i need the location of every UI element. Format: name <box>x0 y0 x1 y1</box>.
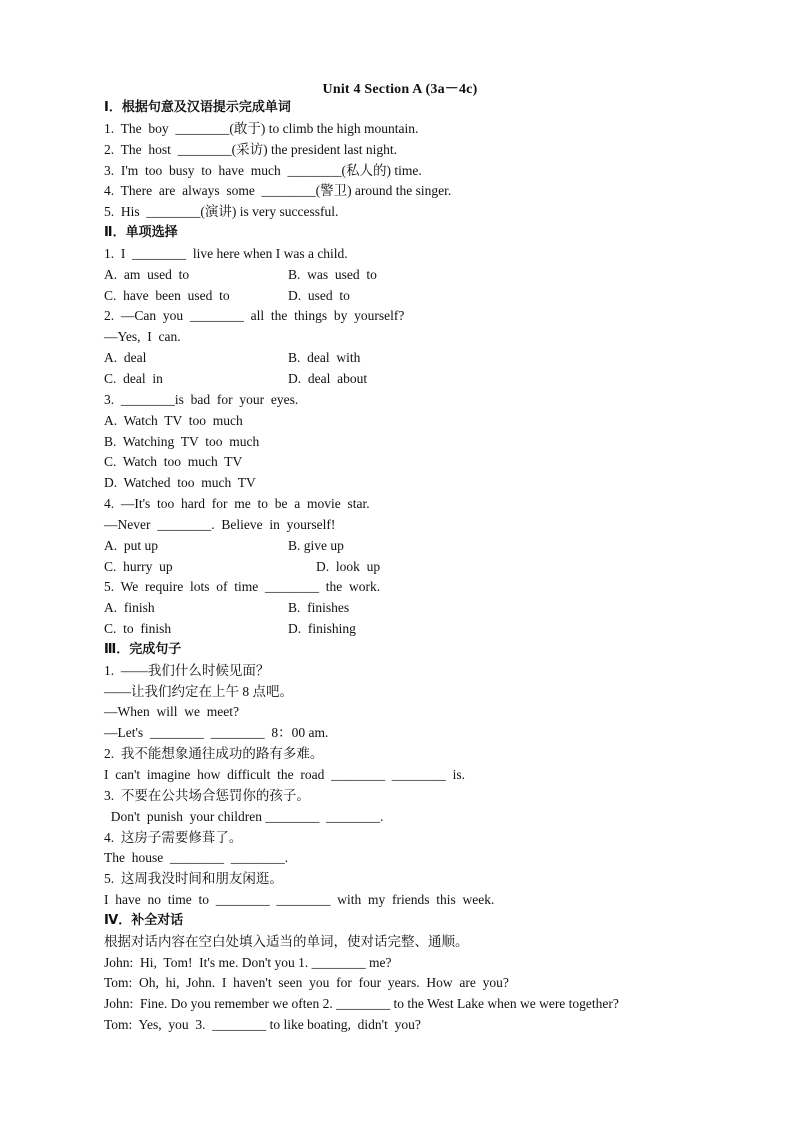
page-title: Unit 4 Section A (3a－4c) <box>322 82 478 97</box>
q4-stem: 4. —It's too hard for me to be a movie star. <box>104 496 370 512</box>
q4-reply: —Never ________. Believe in yourself! <box>104 516 336 532</box>
q5-options-cd <box>104 619 704 640</box>
q3-option-d: D. Watched too much TV <box>104 475 256 491</box>
s3-line-4: —Let's ________ ________ 8：00 am. <box>104 725 329 741</box>
s3-line-10: The house ________ ________. <box>104 850 289 866</box>
q3-option-a: A. Watch TV too much <box>104 412 243 428</box>
s1-item-4: 4. There are always some ________(警卫) around the singer. <box>104 183 452 199</box>
q5-option-d: D. finishing <box>288 621 356 637</box>
q1-option-c: C. have been used to <box>104 287 230 303</box>
s3-line-2: ——让我们约定在上午 8 点吧。 <box>104 683 293 699</box>
q1-option-a: A. am used to <box>104 266 190 282</box>
s1-item-1: 1. The boy ________(敢于) to climb the high mountain. <box>104 120 419 136</box>
section-3-heading: Ⅲ．完成句子 <box>104 641 182 657</box>
s4-dialogue-line-1: John: Hi, Tom! It's me. Don't you 1. ________ me? <box>104 954 392 970</box>
q2-option-a: A. deal <box>104 350 147 366</box>
s3-line-12: I have no time to ________ ________ with my friends this week. <box>104 892 495 908</box>
q2-reply: —Yes, I can. <box>104 329 181 345</box>
q1-stem: 1. I ________ live here when I was a child. <box>104 245 348 261</box>
q4-option-c: C. hurry up <box>104 558 173 574</box>
q1-option-b: B. was used to <box>288 266 377 282</box>
s1-item-2: 2. The host ________(采访) the president last night. <box>104 141 397 157</box>
s4-dialogue-line-2: Tom: Oh, hi, John. I haven't seen you for four years. How are you? <box>104 975 509 991</box>
s1-item-3: 3. I'm too busy to have much ________(私人的) time. <box>104 162 422 178</box>
q4-option-d: D. look up <box>316 558 381 574</box>
s1-item-5: 5. His ________(演讲) is very successful. <box>104 204 339 220</box>
s3-line-6: I can't imagine how difficult the road ________ ________ is. <box>104 767 465 782</box>
s3-line-3: —When will we meet? <box>104 704 239 720</box>
q1-options-ab <box>104 265 704 286</box>
q4-options-cd <box>104 557 704 578</box>
s3-line-9: 4. 这房子需要修葺了。 <box>104 829 243 845</box>
q3-option-b: B. Watching TV too much <box>104 433 260 449</box>
s3-line-1: 1. ——我们什么时候见面？ <box>104 662 270 678</box>
s3-line-5: 2. 我不能想象通往成功的路有多难。 <box>104 746 324 762</box>
section-1-heading: Ⅰ．根据句意及汉语提示完成单词 <box>104 100 291 115</box>
q5-option-b: B. finishes <box>288 600 350 616</box>
q4-option-b: B. give up <box>288 537 344 553</box>
q2-option-b: B. deal with <box>288 350 361 366</box>
section-2-heading: Ⅱ．单项选择 <box>104 225 178 241</box>
q2-options-cd <box>104 369 704 390</box>
section-4-heading: Ⅳ．补全对话 <box>104 912 184 928</box>
q4-option-a: A. put up <box>104 537 158 553</box>
s3-line-8: Don't punish your children ________ ________. <box>104 808 384 824</box>
q4-options-ab <box>104 536 704 557</box>
q2-stem: 2. —Can you ________ all the things by yourself? <box>104 308 405 324</box>
q2-option-d: D. deal about <box>288 370 368 386</box>
q5-option-c: C. to finish <box>104 621 172 637</box>
q2-options-ab <box>104 348 704 369</box>
q5-option-a: A. finish <box>104 600 155 616</box>
s4-dialogue-line-3: John: Fine. Do you remember we often 2. ________ to the West Lake when we were together? <box>104 996 619 1012</box>
q5-stem: 5. We require lots of time ________ the work. <box>104 579 381 595</box>
q3-option-c: C. Watch too much TV <box>104 454 243 470</box>
q2-option-c: C. deal in <box>104 370 163 386</box>
worksheet-content <box>104 98 704 1036</box>
q5-options-ab <box>104 598 704 619</box>
s4-instruction: 根据对话内容在空白处填入适当的单词，使对话完整、通顺。 <box>104 933 469 949</box>
s3-line-7: 3. 不要在公共场合惩罚你的孩子。 <box>104 787 310 803</box>
q1-option-d: D. used to <box>288 287 350 303</box>
s4-dialogue-line-4: Tom: Yes, you 3. ________ to like boating, didn't you? <box>104 1017 421 1033</box>
q3-stem: 3. ________is bad for your eyes. <box>104 391 299 407</box>
s3-line-11: 5. 这周我没时间和朋友闲逛。 <box>104 871 283 887</box>
q1-options-cd <box>104 286 704 307</box>
